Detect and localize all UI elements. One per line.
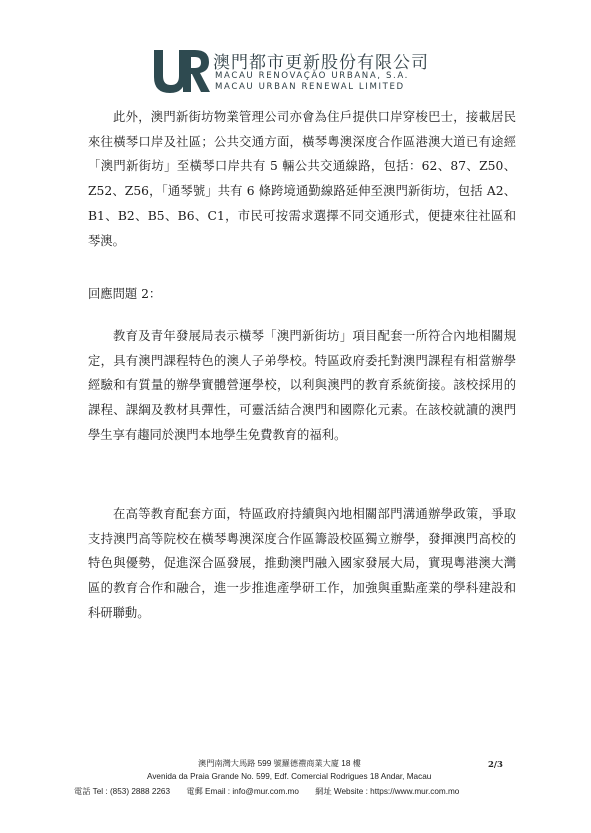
paragraph-text: 此外，澳門新街坊物業管理公司亦會為住戶提供口岸穿梭巴士，接載居民來往橫琴口岸及社區；公共交通方面，橫琴粵澳深度合作區港澳大道已有途經「澳門新街坊」至橫琴口岸共有 5 輛公共交通線路，包括：62、87、Z50、Z52、Z56，「通琴號」共有 6 條跨境通勤線路延伸至澳門新街坊，包括 A2、B1、B2、B5、B6、C1，市民可按需求選擇不同交通形式，便捷來往社區和琴澳。 [88, 110, 516, 248]
paragraph-transport [88, 105, 516, 253]
ur-logo-icon [152, 48, 212, 94]
paragraph-heading-question-2 [88, 282, 516, 307]
letterhead [152, 48, 452, 94]
footer-address-portuguese: Avenida da Praia Grande No. 599, Edf. Comercial Rodrigues 18 Andar, Macau [147, 772, 432, 781]
company-name-portuguese: MACAU RENOVAÇÃO URBANA, S.A. [215, 71, 410, 81]
footer-address-chinese: 澳門南灣大馬路 599 號羅德禮商業大廈 18 樓 [198, 759, 361, 768]
paragraph-text: 教育及青年發展局表示橫琴「澳門新街坊」項目配套一所符合內地相關規定，具有澳門課程特色的澳人子弟學校。特區政府委托對澳門課程有相當辦學經驗和有質量的辦學實體營運學校，以利與澳門的教育系統銜接。該校採用的課程、課綱及教材具彈性，可靈活結合澳門和國際化元素。在該校就讀的澳門學生享有趨同於澳門本地學生免費教育的福利。 [88, 329, 516, 442]
footer-contact: 電話 Tel : (853) 2888 2263 電郵 Email : info@mur.com.mo 網址 Website : https://www.mur.com.mo [74, 787, 460, 796]
section-heading: 回應問題 2： [88, 287, 162, 301]
paragraph-education [88, 324, 516, 448]
page-number: 2/3 [488, 760, 503, 770]
paragraph-higher-education [88, 502, 516, 626]
company-name-english: MACAU URBAN RENEWAL LIMITED [215, 82, 405, 92]
paragraph-text: 在高等教育配套方面，特區政府持續與內地相關部門溝通辦學政策，爭取支持澳門高等院校在橫琴粵澳深度合作區籌設校區獨立辦學，發揮澳門高校的特色與優勢，促進深合區發展，推動澳門融入國家發展大局，實現粵港澳大灣區的教育合作和融合，進一步推進產學研工作，加強與重點產業的學科建設和科研聯動。 [88, 507, 516, 620]
company-name-chinese: 澳門都市更新股份有限公司 [213, 53, 429, 73]
